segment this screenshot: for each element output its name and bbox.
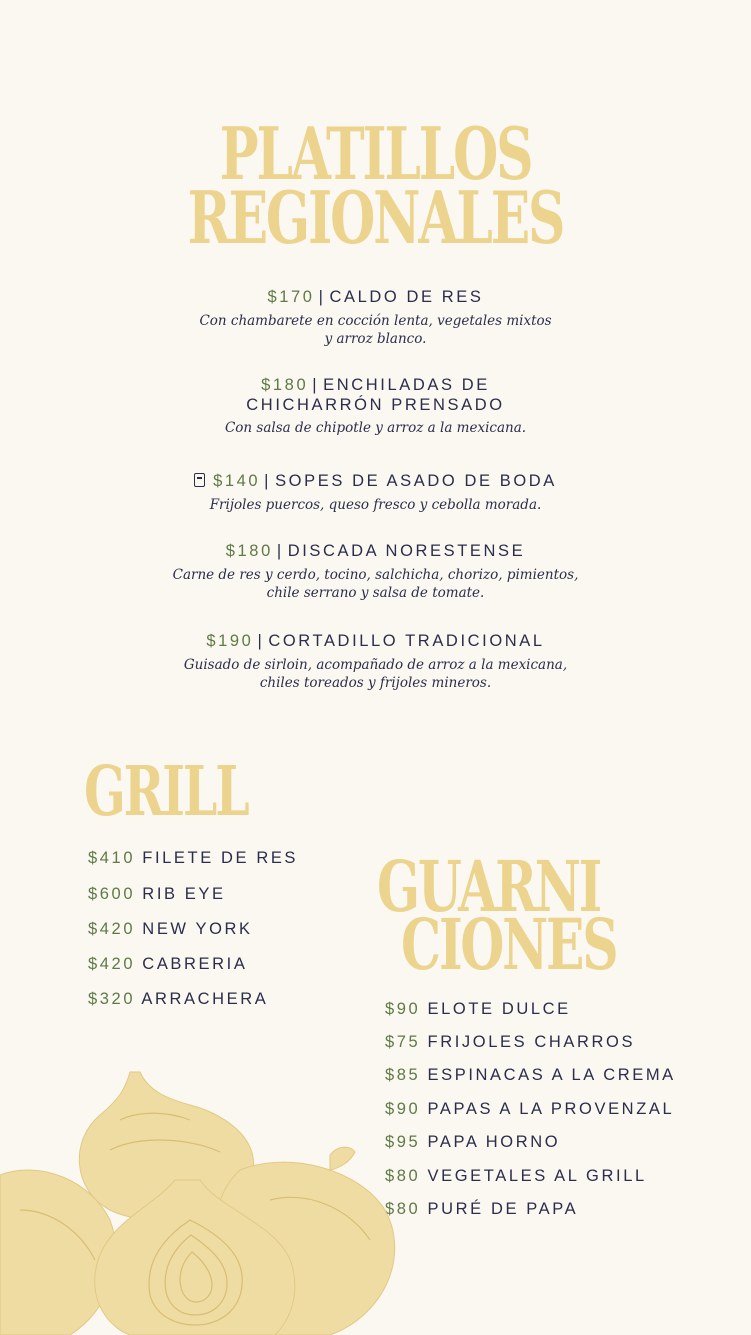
regionales-title: REGIONALES [187,175,564,260]
dish-name: DISCADA NORESTENSE [287,542,526,560]
guarnicion-item: $80 VEGETALES AL GRILL [385,1167,647,1185]
ciones-title: CIONES [401,903,617,986]
dish-name: CALDO DE RES [329,288,484,306]
guarnicion-item: $85 ESPINACAS A LA CREMA [385,1066,676,1084]
grill-item: $420 NEW YORK [88,920,253,938]
dish-price: $170 [267,288,315,306]
dish-description: Frijoles puercos, queso fresco y cebolla morada. [209,497,542,513]
dish-sopes: $140 | SOPES DE ASADO DE BODA Frijoles puercos, queso fresco y cebolla morada. [0,471,751,514]
dish-description-line2: y arroz blanco. [324,331,427,347]
dish-price: $190 [206,632,254,650]
guarnicion-item: $95 PAPA HORNO [385,1133,561,1151]
dish-description-line2: chiles toreados y frijoles mineros. [259,675,492,691]
dish-price: $140 [213,472,261,490]
guarnicion-item: $90 PAPAS A LA PROVENZAL [385,1100,675,1118]
pork-icon [194,473,205,487]
dish-price: $180 [261,376,309,394]
onions-illustration [0,1060,420,1335]
dish-caldo-de-res: $170 | CALDO DE RES Con chambarete en cocción lenta, vegetales mixtos y arroz blanco. [199,288,552,347]
dish-description-line2: chile serrano y salsa de tomate. [266,585,485,601]
dish-description: Carne de res y cerdo, tocino, salchicha, chorizo, pimientos, [172,567,579,583]
guarnicion-item: $80 PURÉ DE PAPA [385,1200,579,1218]
dish-name-line2: CHICHARRÓN PRENSADO [246,396,505,414]
guarnicion-item: $75 FRIJOLES CHARROS [385,1033,636,1051]
dish-description: Con chambarete en cocción lenta, vegetales mixtos [199,313,552,329]
grill-title: GRILL [84,752,248,832]
dish-name: ENCHILADAS DE [323,376,490,394]
dish-price: $180 [225,542,273,560]
guarnicion-item: $90 ELOTE DULCE [385,1000,571,1018]
dish-enchiladas: $180 | ENCHILADAS DE CHICHARRÓN PRENSADO Con salsa de chipotle y arroz a la mexicana. [0,375,751,437]
dish-cortadillo: $190 | CORTADILLO TRADICIONAL Guisado de sirloin, acompañado de arroz a la mexicana, chiles toreados y frijoles mineros. [183,632,568,691]
guarni-title: GUARNI [377,845,601,928]
dish-description: Con salsa de chipotle y arroz a la mexicana. [224,420,527,436]
grill-item: $320 ARRACHERA [88,990,269,1008]
grill-item: $600 RIB EYE [88,885,226,903]
dish-name: SOPES DE ASADO DE BODA [275,472,557,490]
dish-description: Guisado de sirloin, acompañado de arroz a la mexicana, [183,657,568,673]
grill-item: $420 CABRERIA [88,955,248,973]
grill-item: $410 FILETE DE RES [88,849,299,867]
dish-name: CORTADILLO TRADICIONAL [268,632,545,650]
platillos-title: PLATILLOS [219,111,532,196]
dish-discada: $180 | DISCADA NORESTENSE Carne de res y cerdo, tocino, salchicha, chorizo, pimientos, chile serrano y salsa de tomate. [172,542,579,601]
